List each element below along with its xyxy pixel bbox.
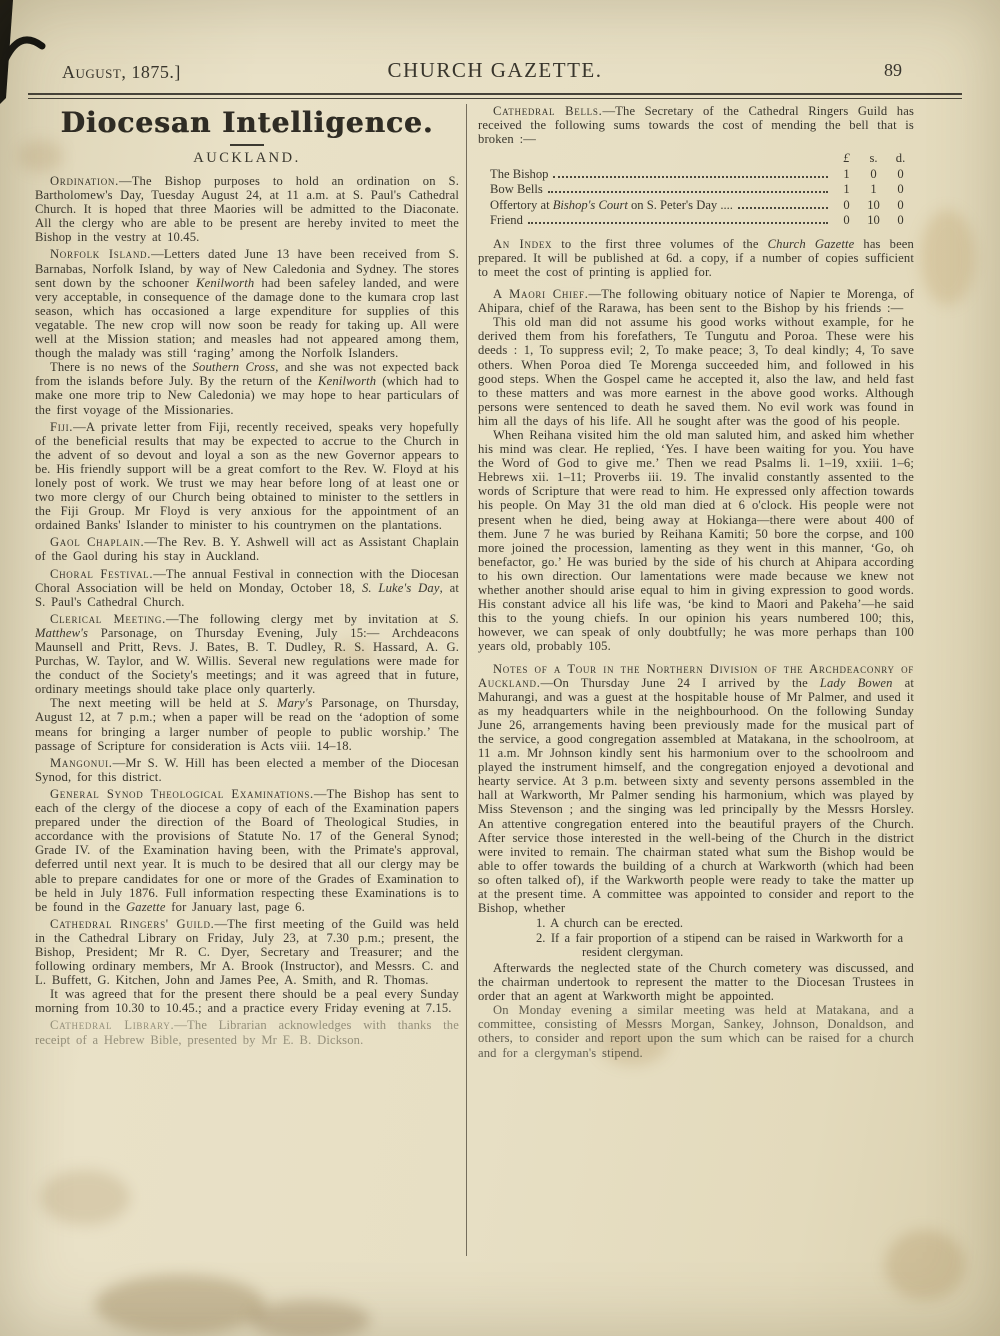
donations-table	[478, 151, 914, 229]
article-lead: Clerical Meeting.	[50, 611, 166, 626]
issue-date: August, 1875.]	[62, 62, 181, 82]
article-clerical-meeting	[35, 612, 459, 697]
article-text: —A private letter from Fiji, recently received, speaks very hopefully of the beneficial results that may be expected to accrue to the Church in the advent of so devout and loyal a son as the new Governor appears to be. His friendly support will be a great comfort to the Rev. W. Floyd at his lonely post of work. We trust we may hear before long of at least one or two more clergy of our Church being obtained to minister to the settlers in the Fiji Group. Mr Floyd is very anxious for the appointment of an ordained Banks' Islander to minister to his countrymen on the plantations.	[35, 419, 459, 533]
article-text: to the first three volumes of the Church Gazette has been prepared. It will be published at 6d. a copy, if a number of copies sufficient to meet the cost of printing is applied for.	[478, 236, 914, 279]
article-tour-notes	[478, 662, 914, 916]
pounds-value: 1	[843, 182, 850, 197]
dot-leader	[548, 191, 828, 193]
article-matakana-meeting	[478, 1003, 914, 1059]
article-lead: Cathedral Library.	[50, 1018, 175, 1033]
article-lead: Gaol Chaplain.	[50, 535, 145, 550]
article-index	[478, 237, 914, 279]
publication-title: CHURCH GAZETTE.	[387, 58, 603, 82]
list-text: A church can be erected.	[550, 916, 684, 931]
article-lead: Cathedral Ringers' Guild.	[50, 916, 215, 931]
article-lead: Notes of a Tour in the Northern Division of the Archdeaconry of Auckland.	[478, 661, 914, 690]
dot-leader	[553, 176, 828, 178]
article-text: —The Bishop has sent to each of the clergy of the diocese a copy of each of the Examination papers prepared under the direction of the Board of Theological Studies, in accordance with the provisions of Statute No. 17 of the General Synod; Grade IV. of the Examination having been, with the Primate's approval, deferred until next year. It is much to be desired that all our clergy may be able to prepare candidates for one or more of the Grades of Examination to be held in July 1876. Full information respecting these Examinations is to be found in the Gazette for January last, page 6.	[35, 786, 459, 914]
right-column	[467, 104, 914, 1274]
article-gaol-chaplain	[35, 535, 459, 563]
article-cathedral-library	[35, 1018, 459, 1046]
article-text: —The Bishop purposes to hold an ordination on S. Bartholomew's Day, Tuesday August 24, at 11 a.m. at S. Paul's Cathedral Church. It is hoped that three Maories will be admitted to the Diaconate. All the clergy who are able to be present are hereby invited to meet the Bishop in the vestry at 10.45.	[35, 174, 459, 245]
article-text: —Letters dated June 13 have been received from S. Barnabas, Norfolk Island, by way of New Caledonia and Sydney. The stores sent down by the schooner Kenilworth had been safeley landed, and were very acceptable, in consequence of the damage done to the kumara crop last season, which has occasioned a large expenditure for supplies of this vegatable. The new crop will now soon be ready for taking up. All were well at the Mission station; and measles had not appeared among them, though the malady was still ‘raging’ among the Norfolk Islanders.	[35, 247, 459, 361]
article-lead: Fiji.	[50, 419, 74, 434]
article-ringers-guild	[35, 917, 459, 987]
article-text: —The first meeting of the Guild was held in the Cathedral Library on Friday, July 23, at 7.30 p.m.; present, the Bishop, President; Mr R. C. Dyer, Secretary and Treasurer; and the following ordinary members, Mr A. Brook (Instructor), and Messrs. C. and L. Buffett, G. Kitchen, John and James Pee, A. Smith, and R. Thomas.	[35, 916, 459, 988]
pence-value: 0	[897, 213, 904, 228]
article-text: The next meeting will be held at S. Mary's Parsonage, on Thursday, August 12, at 7 p.m.; when a paper will be read on the ‘adoption of some means for bringing a larger number of people to public worship.’ The passage of Scripture for consideration is Acts viii. 14–18.	[35, 696, 459, 753]
pounds-value: 0	[843, 197, 850, 212]
ink-mark	[0, 0, 60, 110]
table-row	[478, 182, 914, 198]
article-text: —The annual Festival in connection with the Diocesan Choral Association will be held on Monday, October 18, S. Luke's Day, at S. Paul's Cathedral Church.	[35, 566, 459, 609]
dot-leader	[738, 207, 828, 209]
article-lead: Choral Festival.	[50, 566, 154, 581]
dot-leader	[528, 222, 828, 224]
diocese-heading: AUCKLAND.	[193, 150, 301, 166]
article-maori-chief-obituary-1	[478, 315, 914, 428]
article-maori-chief-obituary-2	[478, 428, 914, 654]
article-lead: Mangonui.	[50, 755, 113, 770]
article-text: This old man did not assume his good works without example, for he derived them from his forefathers, Te Tungutu and Poroa. These were his deeds : 1, To suppress evil; 2, To make peace; 3, To deal kindly; 4, To save others. When Poroa died Te Morenga succeeded him, and followed in his good steps. When the Gospel came he accepted it, also the law, and held fast to these matters and was more earnest in the above good works. Although persons were sentenced to death he saved them. No evil work was found in him all the days of his life. All he sought after was the good of his people.	[478, 315, 914, 428]
article-text: It was agreed that for the present there should be a peal every Sunday morning from 10.30 to 10.45.; and a practice every Friday evening at 7.15.	[35, 987, 459, 1016]
article-lead: An Index	[493, 236, 553, 251]
article-text: When Reihana visited him the old man saluted him, and asked him whether his mind was clear. He replied, ‘Yes. I have been waiting for you. You have the Word of God to give me.’ Then we read Psalms li. 1–19, xxiii. 1–6; Hebrews xii. 1–11; Proverbs iii. 19. The invalid constantly assented to the words of Scripture that were read to him. He expressed only affection towards his people. On May 31 the old man died at 6 o'clock. His people were not present when he died, being away at Hokianga—there were about 400 of them. June 7 he was buried by Reihana Kamiti; 50 bore the corpse, and 100 more joined the procession, lamenting as they went in this manner, ‘Go, oh benefactor, go.’ He was buried by the side of his church at Ahipara according to his own direction. Our lamentations were made because we knew not whether another should arise equal to him in giving expression to good words. His constant advice all his life was, ‘be kind to Maori and Pakeha’—he said this to the young chiefs. In our opinion his years numbered 100; this, however, we can speak of only doubtfully; he was more perhaps than 100 years old, probably 105.	[478, 428, 914, 654]
article-maori-chief	[478, 287, 914, 315]
shillings-value: 0	[870, 166, 877, 181]
article-cemetery	[478, 961, 914, 1003]
page-header	[30, 56, 960, 88]
donor-label: Bow Bells	[490, 182, 543, 197]
masthead-title: Diocesan Intelligence.	[60, 106, 434, 139]
article-text: —The Librarian acknowledges with thanks the receipt of a Hebrew Bible, presented by Mr E. B. Dickson.	[35, 1018, 459, 1047]
list-item	[478, 931, 914, 960]
donor-label: Friend	[490, 213, 523, 228]
shillings-value: 10	[867, 197, 880, 212]
pounds-header: £	[843, 151, 850, 166]
pounds-value: 1	[843, 166, 850, 181]
section-masthead	[35, 106, 459, 167]
shillings-value: 10	[867, 213, 880, 228]
shillings-value: 1	[870, 182, 877, 197]
table-row	[478, 213, 914, 229]
article-ordination	[35, 174, 459, 244]
masthead-rule	[230, 144, 264, 146]
header-rule	[28, 93, 962, 99]
list-number: 1.	[536, 916, 546, 931]
article-text: Afterwards the neglected state of the Church cometery was discussed, and the chairman undertook to represent the matter to the Diocesan Trustees in order that an agent at Warkworth might be appointed.	[478, 960, 914, 1004]
left-column	[35, 104, 466, 1274]
article-choral-festival	[35, 567, 459, 609]
article-lead: A Maori Chief.	[493, 287, 589, 302]
article-text: —Mr S. W. Hill has been elected a member of the Diocesan Synod, for this district.	[35, 755, 459, 784]
article-synod-examinations	[35, 787, 459, 914]
pence-value: 0	[897, 182, 904, 197]
page-number: 89	[884, 60, 902, 80]
table-row	[478, 167, 914, 183]
article-mangonui	[35, 756, 459, 784]
resolution-list	[478, 916, 914, 960]
donor-label: Offertory at Bishop's Court on S. Peter's Day ....	[490, 197, 733, 212]
article-text: On Monday evening a similar meeting was held at Matakana, and a committee, consisting of Messrs Morgan, Sankey, Johnson, Donaldson, and others, to consider and report upon the sum which can be raised for a church and for a clergyman's stipend.	[478, 1003, 914, 1060]
article-text: There is no news of the Southern Cross, and she was not expected back from the islands before July. By the return of the Kenilworth (which had to make one more trip to New Caledonia) we may hope to hear particulars of the first voyage of the Missionaries.	[35, 360, 459, 417]
list-text: If a fair proportion of a stipend can be raised in Warkworth for a resident clergyman.	[550, 930, 904, 960]
article-ringers-guild-cont	[35, 987, 459, 1015]
pounds-value: 0	[843, 213, 850, 228]
article-lead: General Synod Theological Examinations.	[50, 786, 314, 801]
article-clerical-meeting-cont	[35, 696, 459, 752]
paper-stain	[95, 1275, 265, 1335]
paper-stain	[250, 1300, 370, 1336]
pence-value: 0	[897, 197, 904, 212]
donor-label: The Bishop	[490, 166, 549, 181]
article-lead: Ordination.	[50, 174, 119, 188]
text-columns	[35, 104, 917, 1274]
article-cathedral-bells	[478, 104, 914, 146]
paper-stain	[920, 210, 975, 305]
article-lead: Cathedral Bells.	[493, 104, 603, 118]
pence-header: d.	[895, 151, 906, 166]
article-fiji	[35, 420, 459, 533]
article-text: —The Secretary of the Cathedral Ringers Guild has received the following sums towards the cost of mending the bell that is broken :—	[478, 104, 914, 147]
list-number: 2.	[536, 930, 546, 945]
table-row	[478, 198, 914, 214]
table-header-row	[478, 151, 914, 167]
article-norfolk-island-cont	[35, 360, 459, 416]
article-text: —The following obituary notice of Napier te Morenga, of Ahipara, chief of the Rarawa, has been sent to the Bishop by his friends :—	[478, 287, 915, 316]
shillings-header: s.	[869, 151, 878, 166]
pence-value: 0	[897, 166, 904, 181]
article-text: —The following clergy met by invitation at S. Matthew's Parsonage, on Thursday Evening, July 15:— Archdeacons Maunsell and Pritt, Revs. J. Bates, B. T. Dudley, R. S. Hassard, A. G. Purchas, W. Taylor, and W. Willis. Several new regulations were made for the conduct of the Society's meetings; and it was agreed that in future, ordinary meetings should take place only quarterly.	[35, 611, 459, 697]
list-item	[478, 916, 914, 931]
article-norfolk-island	[35, 247, 459, 360]
article-text: —On Thursday June 24 I arrived by the Lady Bowen at Mahurangi, and was a guest at the hospitable house of Mr Palmer, and used it as my headquarters while in the neighbourhood. On the following Sunday June 26, arrangements having been previously made for the musical part of the service, a good congregation assembled at Matakana, in the schoolroom, at 11 a.m. Mr Johnson kindly sent his harmonium over to the schoolroom and played the instrument himself, and the congregation enjoyed a devotional and hearty service. At 3 p.m. between sixty and seventy persons assembled in the hall at Warkworth, Mr Palmer sending his harmonium, which was played by Miss Stevenson ; and the singing was led principally by the Messrs Horsley. An attentive congregation entered into the beautiful prayers of the Church. After service those interested in the well-being of the Church in the district were invited to remain. The chairman stated what sum the Bishop would be able to offer towards the building of a church at Warkworth (which had been so often talked of), if the Warkworth people were ready to take the matter up at the present time. A committee was appointed to consider and report to the Bishop, whether	[478, 675, 915, 916]
article-lead: Norfolk Island.	[50, 247, 152, 262]
article-text: —The Rev. B. Y. Ashwell will act as Assistant Chaplain of the Gaol during his stay in Auckland.	[35, 535, 459, 564]
